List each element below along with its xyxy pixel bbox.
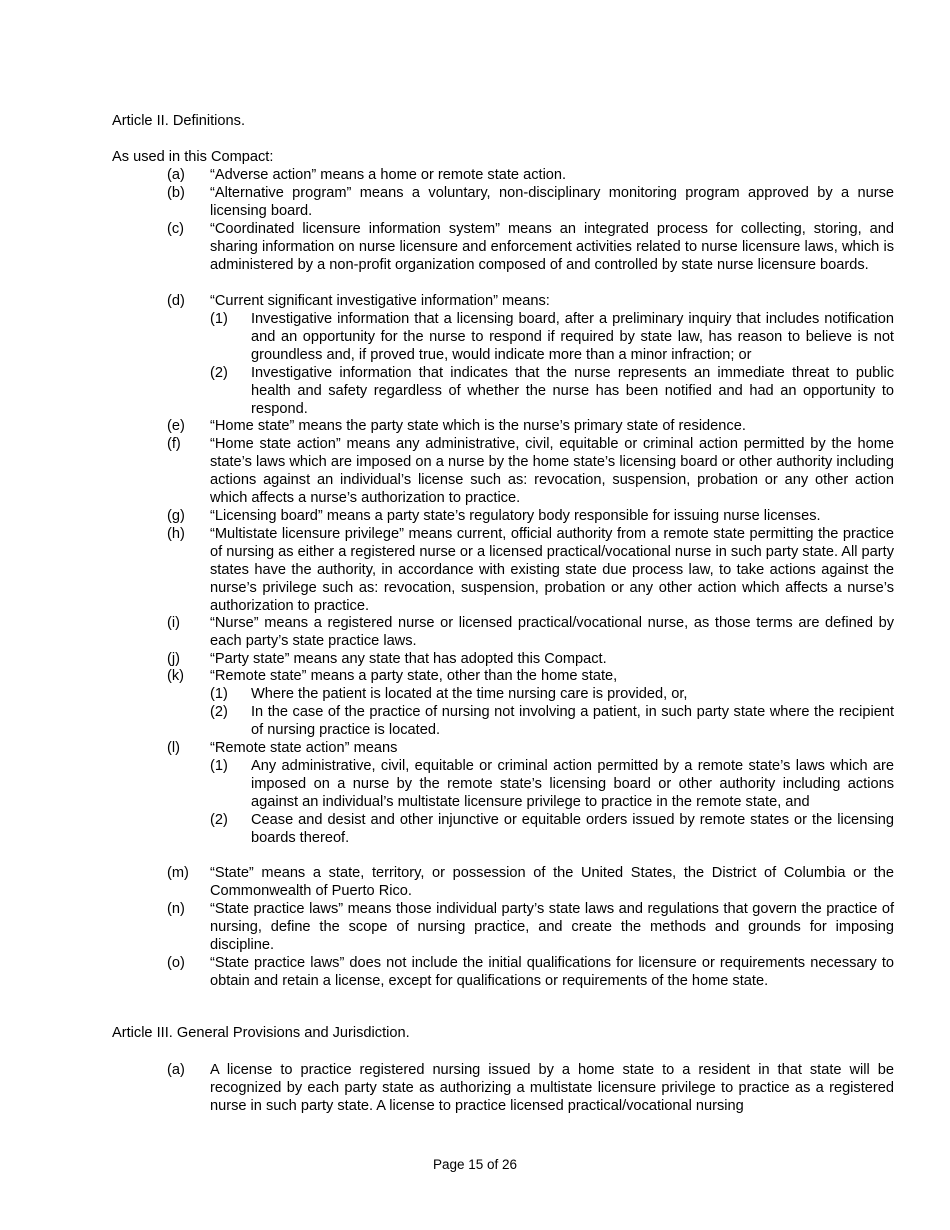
definition-item — [167, 435, 894, 507]
definition-item — [167, 417, 894, 435]
provision-item — [167, 1061, 894, 1115]
item-label: (c) — [167, 221, 185, 237]
item-text: “Alternative program” means a voluntary, non-disciplinary monitoring program approved by a nurse licensing board. — [210, 185, 894, 219]
item-text: “State” means a state, territory, or possession of the United States, the District of Columbia or the Commonwealth of Puerto Rico. — [210, 865, 894, 899]
item-text: “Remote state” means a party state, other than the home state, — [210, 668, 618, 684]
item-text: “Current significant investigative information” means: — [210, 293, 550, 309]
item-label: (m) — [167, 865, 189, 881]
item-label: (h) — [167, 526, 185, 542]
definition-item — [167, 166, 894, 184]
item-text: “Adverse action” means a home or remote state action. — [210, 167, 567, 183]
definition-item — [167, 614, 894, 650]
item-label: (n) — [167, 901, 185, 917]
definition-item — [167, 667, 894, 739]
sub-item-text: Investigative information that indicates that the nurse represents an immediate threat to public health and safety regardless of whether the nurse has been notified and had an opportunity to respond. — [251, 365, 894, 417]
item-label: (l) — [167, 740, 180, 756]
sub-item — [210, 364, 894, 418]
sub-item-text: In the case of the practice of nursing not involving a patient, in such party state where the recipient of nursing practice is located. — [251, 704, 894, 738]
definition-item — [167, 507, 894, 525]
sub-item-label: (2) — [210, 365, 228, 381]
sub-item-text: Investigative information that a licensing board, after a preliminary inquiry that includes notification and an opportunity for the nurse to respond if required by state law, has reason to believe is not groundless and, if proved true, would indicate more than a minor infraction; or — [251, 311, 894, 363]
item-text: “Licensing board” means a party state’s regulatory body responsible for issuing nurse licenses. — [210, 508, 821, 524]
item-text: A license to practice registered nursing issued by a home state to a resident in that state will be recognized by each party state as authorizing a multistate licensure privilege to practice as a registered nurse in such party state. A license to practice licensed practical/vocational nursing — [210, 1062, 894, 1114]
item-label: (a) — [167, 167, 185, 183]
definitions-intro: As used in this Compact: — [112, 149, 274, 165]
sub-item — [210, 811, 894, 847]
item-text: “State practice laws” does not include the initial qualifications for licensure or requirements necessary to obtain and retain a license, except for qualifications or requirements of the home state. — [210, 955, 894, 989]
definition-item — [167, 220, 894, 274]
item-label: (j) — [167, 651, 180, 667]
definition-item — [167, 292, 894, 418]
sub-item-text: Any administrative, civil, equitable or criminal action permitted by a remote state’s laws which are imposed on a nurse by the remote state’s licensing board or other authority including actions against an individual’s multistate licensure privilege to practice in the remote state, and — [251, 758, 894, 810]
item-text: “Remote state action” means — [210, 740, 398, 756]
definition-item — [167, 184, 894, 220]
sub-item — [210, 757, 894, 811]
definition-item — [167, 650, 894, 668]
item-label: (i) — [167, 615, 180, 631]
definition-item — [167, 954, 894, 990]
item-label: (d) — [167, 293, 185, 309]
item-text: “Coordinated licensure information system” means an integrated process for collecting, storing, and sharing information on nurse licensure and enforcement activities related to nurse licensure laws, which is administered by a non-profit organization composed of and controlled by state nurse licensure boards. — [210, 221, 894, 273]
article-ii-heading: Article II. Definitions. — [112, 113, 246, 129]
item-label: (a) — [167, 1062, 185, 1078]
item-text: “Home state” means the party state which is the nurse’s primary state of residence. — [210, 418, 746, 434]
sub-item-label: (2) — [210, 812, 228, 828]
item-label: (f) — [167, 436, 181, 452]
sub-item — [210, 310, 894, 364]
item-label: (g) — [167, 508, 185, 524]
sub-item-label: (1) — [210, 758, 228, 774]
sub-item-text: Cease and desist and other injunctive or equitable orders issued by remote states or the licensing boards thereof. — [251, 812, 894, 846]
item-text: “State practice laws” means those individual party’s state laws and regulations that govern the practice of nursing, define the scope of nursing practice, and create the methods and grounds for imposing discipline. — [210, 901, 894, 953]
item-text: “Party state” means any state that has adopted this Compact. — [210, 651, 607, 667]
sub-item — [210, 703, 894, 739]
definition-item — [167, 900, 894, 954]
definition-item — [167, 739, 894, 847]
item-text: “Multistate licensure privilege” means current, official authority from a remote state permitting the practice of nursing as either a registered nurse or a licensed practical/vocational nurse in such party state. All party states have the authority, in accordance with existing state due process law, to take actions against the nurse’s privilege such as: revocation, suspension, probation or any other action which affects a nurse’s authorization to practice. — [210, 526, 894, 614]
sub-item-text: Where the patient is located at the time nursing care is provided, or, — [251, 686, 688, 702]
article-iii-heading: Article III. General Provisions and Jurisdiction. — [112, 1025, 410, 1041]
item-label: (o) — [167, 955, 185, 971]
sub-item — [210, 685, 894, 703]
sub-item-label: (1) — [210, 686, 228, 702]
item-label: (e) — [167, 418, 185, 434]
definition-item — [167, 864, 894, 900]
sub-item-label: (1) — [210, 311, 228, 327]
item-text: “Home state action” means any administrative, civil, equitable or criminal action permitted by the home state’s laws which are imposed on a nurse by the home state’s licensing board or other authority including actions against an individual’s license such as: revocation, suspension, probation or any other action which affects a nurse’s authorization to practice. — [210, 436, 894, 506]
definition-item — [167, 525, 894, 615]
page-number: Page 15 of 26 — [432, 1157, 518, 1172]
item-label: (b) — [167, 185, 185, 201]
item-text: “Nurse” means a registered nurse or licensed practical/vocational nurse, as those terms are defined by each party’s state practice laws. — [210, 615, 894, 649]
sub-item-label: (2) — [210, 704, 228, 720]
item-label: (k) — [167, 668, 185, 684]
